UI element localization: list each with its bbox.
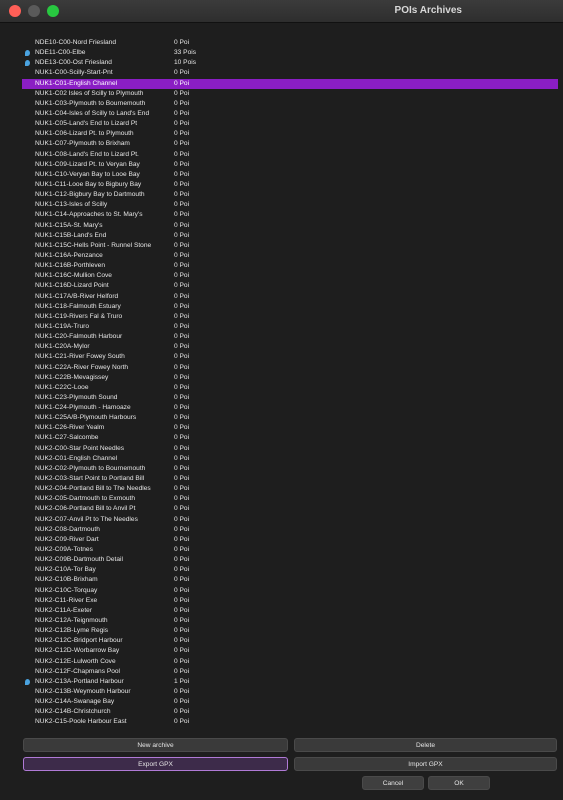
poi-count: 10 Pois	[174, 59, 196, 67]
archive-row[interactable]	[22, 494, 558, 504]
poi-count: 0 Poi	[174, 302, 190, 310]
poi-count: 0 Poi	[174, 393, 190, 401]
archive-row[interactable]	[22, 302, 558, 312]
archive-name: NUK1-C04-Isles of Scilly to Land's End	[35, 109, 150, 117]
archive-name: NUK1-C06-Lizard Pt. to Plymouth	[35, 130, 134, 138]
poi-count: 1 Poi	[174, 677, 190, 685]
archive-row[interactable]	[22, 535, 558, 545]
poi-count: 0 Poi	[174, 414, 190, 422]
archive-row[interactable]	[22, 504, 558, 514]
map-pin-icon	[25, 679, 30, 685]
archive-name: NUK2-C10A-Tor Bay	[35, 566, 96, 574]
archive-row[interactable]	[22, 322, 558, 332]
archive-name: NUK2-C08-Dartmouth	[35, 525, 100, 533]
poi-count: 0 Poi	[174, 262, 190, 270]
zoom-window-button[interactable]	[47, 5, 59, 17]
archive-row[interactable]	[22, 109, 558, 119]
poi-count: 0 Poi	[174, 566, 190, 574]
archive-name: NUK1-C15C-Hells Point - Runnel Stone	[35, 241, 152, 249]
archive-name: NUK2-C00-Star Point Needles	[35, 444, 125, 452]
new-archive-button[interactable]: New archive	[23, 738, 288, 752]
map-pin-icon	[25, 60, 30, 66]
archive-row[interactable]	[22, 565, 558, 575]
archive-row[interactable]	[22, 707, 558, 717]
archive-name: NUK2-C03-Start Point to Portland Bill	[35, 475, 145, 483]
poi-count: 0 Poi	[174, 99, 190, 107]
archive-row[interactable]	[22, 423, 558, 433]
poi-count: 0 Poi	[174, 39, 190, 46]
archive-name: NUK2-C11-River Exe	[35, 596, 98, 604]
archive-name: NUK2-C10B-Brixham	[35, 576, 98, 584]
poi-count: 0 Poi	[174, 464, 190, 472]
archive-row[interactable]	[22, 129, 558, 139]
archive-name: NUK1-C15A-St. Mary's	[35, 221, 103, 229]
archive-name: NUK1-C14-Approaches to St. Mary's	[35, 211, 143, 219]
archive-name: NUK2-C06-Portland Bill to Anvil Pt	[35, 505, 136, 513]
archive-name: NUK1-C22B-Mevagissey	[35, 373, 109, 381]
archive-name: NUK2-C09-River Dart	[35, 535, 99, 543]
poi-count: 0 Poi	[174, 708, 190, 716]
poi-count: 0 Poi	[174, 637, 190, 645]
poi-count: 0 Poi	[174, 170, 190, 178]
archive-name: NUK2-C09B-Dartmouth Detail	[35, 556, 123, 564]
poi-count: 0 Poi	[174, 667, 190, 675]
archive-row[interactable]	[22, 139, 558, 149]
archive-name: NUK1-C09-Lizard Pt. to Veryan Bay	[35, 160, 140, 168]
archive-row[interactable]	[22, 413, 558, 423]
poi-count: 0 Poi	[174, 130, 190, 138]
poi-count: 0 Poi	[174, 160, 190, 168]
archive-name: NUK1-C20A-Mylor	[35, 343, 90, 351]
archive-name: NUK1-C01-English Channel	[35, 79, 118, 87]
poi-count: 0 Poi	[174, 515, 190, 523]
poi-count: 0 Poi	[174, 69, 190, 77]
archive-row[interactable]	[22, 657, 558, 667]
poi-count: 0 Poi	[174, 292, 190, 300]
poi-count: 0 Poi	[174, 657, 190, 665]
poi-count: 0 Poi	[174, 424, 190, 432]
poi-count: 0 Poi	[174, 251, 190, 259]
archive-name: NUK1-C19-Rivers Fal & Truro	[35, 312, 123, 320]
archive-list[interactable]	[22, 38, 558, 728]
archive-row[interactable]	[22, 626, 558, 636]
poi-count: 0 Poi	[174, 576, 190, 584]
archive-row[interactable]	[22, 79, 558, 89]
archive-name: NDE11-C00-Elbe	[35, 49, 86, 57]
archive-name: NUK2-C12B-Lyme Regis	[35, 627, 109, 635]
archive-row[interactable]	[22, 271, 558, 281]
archive-row[interactable]	[22, 241, 558, 251]
archive-row[interactable]	[22, 38, 558, 48]
archive-row[interactable]	[22, 525, 558, 535]
archive-name: NUK1-C19A-Truro	[35, 322, 89, 330]
archive-row[interactable]	[22, 48, 558, 58]
archive-name: NUK1-C22C-Looe	[35, 383, 89, 391]
archive-name: NUK1-C05-Land's End to Lizard Pt	[35, 120, 138, 128]
poi-count: 0 Poi	[174, 586, 190, 594]
archive-row[interactable]	[22, 454, 558, 464]
archive-name: NUK2-C05-Dartmouth to Exmouth	[35, 495, 136, 503]
archive-row[interactable]	[22, 444, 558, 454]
archive-row[interactable]	[22, 231, 558, 241]
archive-name: NUK1-C07-Plymouth to Brixham	[35, 140, 130, 148]
archive-row[interactable]	[22, 342, 558, 352]
poi-count: 33 Pois	[174, 49, 196, 57]
poi-count: 0 Poi	[174, 120, 190, 128]
poi-count: 0 Poi	[174, 109, 190, 117]
poi-count: 0 Poi	[174, 272, 190, 280]
archive-row[interactable]	[22, 150, 558, 160]
archive-row[interactable]	[22, 292, 558, 302]
archive-row[interactable]	[22, 89, 558, 99]
archive-name: NUK1-C27-Salcombe	[35, 434, 99, 442]
window-title: POIs Archives	[394, 5, 462, 16]
archive-row[interactable]	[22, 332, 558, 342]
poi-count: 0 Poi	[174, 312, 190, 320]
archive-row[interactable]	[22, 687, 558, 697]
poi-count: 0 Poi	[174, 180, 190, 188]
poi-count: 0 Poi	[174, 140, 190, 148]
archive-row[interactable]	[22, 677, 558, 687]
archive-row[interactable]	[22, 433, 558, 443]
poi-count: 0 Poi	[174, 617, 190, 625]
poi-count: 0 Poi	[174, 241, 190, 249]
archive-row[interactable]	[22, 251, 558, 261]
archive-row[interactable]	[22, 616, 558, 626]
archive-row[interactable]	[22, 596, 558, 606]
minimize-window-button[interactable]	[28, 5, 40, 17]
archive-row[interactable]	[22, 646, 558, 656]
archive-name: NUK1-C10-Veryan Bay to Looe Bay	[35, 170, 140, 178]
archive-name: NUK2-C14A-Swanage Bay	[35, 698, 115, 706]
archive-row[interactable]	[22, 210, 558, 220]
archive-row[interactable]	[22, 68, 558, 78]
archive-name: NDE10-C00-Nord Friesland	[35, 39, 116, 46]
archive-name: NUK1-C20-Falmouth Harbour	[35, 333, 123, 341]
archive-row[interactable]	[22, 545, 558, 555]
title-bar	[0, 0, 563, 23]
poi-count: 0 Poi	[174, 444, 190, 452]
archive-name: NUK2-C12D-Worbarrow Bay	[35, 647, 120, 655]
poi-count: 0 Poi	[174, 191, 190, 199]
archive-name: NUK2-C02-Plymouth to Bournemouth	[35, 464, 146, 472]
poi-count: 0 Poi	[174, 353, 190, 361]
archive-row[interactable]	[22, 403, 558, 413]
archive-row[interactable]	[22, 575, 558, 585]
archive-name: NUK1-C12-Bigbury Bay to Dartmouth	[35, 191, 145, 199]
poi-count: 0 Poi	[174, 505, 190, 513]
ok-button[interactable]: OK	[428, 776, 490, 790]
archive-row[interactable]	[22, 373, 558, 383]
poi-count: 0 Poi	[174, 383, 190, 391]
archive-name: NUK2-C04-Portland Bill to The Needles	[35, 485, 151, 493]
archive-name: NUK1-C17A/B-River Helford	[35, 292, 119, 300]
poi-count: 0 Poi	[174, 201, 190, 209]
poi-count: 0 Poi	[174, 434, 190, 442]
archive-name: NUK1-C24-Plymouth - Hamoaze	[35, 404, 131, 412]
archive-name: NUK1-C16A-Penzance	[35, 251, 103, 259]
archive-row[interactable]	[22, 717, 558, 727]
archive-name: NUK2-C13A-Portland Harbour	[35, 677, 124, 685]
close-window-button[interactable]	[9, 5, 21, 17]
archive-row[interactable]	[22, 464, 558, 474]
archive-name: NUK1-C16B-Porthleven	[35, 262, 105, 270]
poi-count: 0 Poi	[174, 718, 190, 726]
archive-name: NUK1-C26-River Yealm	[35, 424, 105, 432]
map-pin-icon	[25, 50, 30, 56]
archive-name: NUK1-C03-Plymouth to Bournemouth	[35, 99, 146, 107]
poi-count: 0 Poi	[174, 454, 190, 462]
poi-count: 0 Poi	[174, 363, 190, 371]
archive-name: NDE13-C00-Ost Friesland	[35, 59, 112, 67]
poi-count: 0 Poi	[174, 647, 190, 655]
archive-name: NUK1-C13-Isles of Scilly	[35, 201, 108, 209]
poi-count: 0 Poi	[174, 475, 190, 483]
poi-count: 0 Poi	[174, 546, 190, 554]
archive-name: NUK1-C16C-Mullion Cove	[35, 272, 112, 280]
archive-name: NUK1-C25A/B-Plymouth Harbours	[35, 414, 137, 422]
poi-count: 0 Poi	[174, 79, 190, 87]
archive-name: NUK1-C00-Scilly-Start-Pnt	[35, 69, 113, 77]
archive-name: NUK2-C11A-Exeter	[35, 606, 93, 614]
archive-name: NUK2-C12F-Chapmans Pool	[35, 667, 121, 675]
archive-row[interactable]	[22, 555, 558, 565]
archive-row[interactable]	[22, 190, 558, 200]
poi-count: 0 Poi	[174, 525, 190, 533]
archive-row[interactable]	[22, 119, 558, 129]
archive-row[interactable]	[22, 363, 558, 373]
poi-count: 0 Poi	[174, 150, 190, 158]
archive-name: NUK1-C18-Falmouth Estuary	[35, 302, 121, 310]
poi-count: 0 Poi	[174, 627, 190, 635]
archive-name: NUK1-C16D-Lizard Point	[35, 282, 109, 290]
cancel-button[interactable]: Cancel	[362, 776, 424, 790]
archive-name: NUK1-C21-River Fowey South	[35, 353, 125, 361]
import-gpx-button[interactable]: Import GPX	[294, 757, 557, 771]
archive-name: NUK1-C08-Land's End to Lizard Pt.	[35, 150, 139, 158]
archive-row[interactable]	[22, 484, 558, 494]
archive-name: NUK1-C11-Looe Bay to Bigbury Bay	[35, 180, 142, 188]
archive-name: NUK2-C15-Poole Harbour East	[35, 718, 127, 726]
archive-name: NUK2-C12C-Bridport Harbour	[35, 637, 123, 645]
archive-name: NUK1-C15B-Land's End	[35, 231, 107, 239]
archive-name: NUK2-C01-English Channel	[35, 454, 118, 462]
poi-count: 0 Poi	[174, 495, 190, 503]
poi-count: 0 Poi	[174, 322, 190, 330]
archive-row[interactable]	[22, 515, 558, 525]
poi-count: 0 Poi	[174, 221, 190, 229]
poi-count: 0 Poi	[174, 698, 190, 706]
archive-row[interactable]	[22, 200, 558, 210]
archive-row[interactable]	[22, 474, 558, 484]
poi-count: 0 Poi	[174, 282, 190, 290]
poi-count: 0 Poi	[174, 688, 190, 695]
poi-count: 0 Poi	[174, 596, 190, 604]
archive-row[interactable]	[22, 636, 558, 646]
archive-name: NUK2-C12E-Lulworth Cove	[35, 657, 116, 665]
archive-name: NUK1-C22A-River Fowey North	[35, 363, 129, 371]
archive-row[interactable]	[22, 170, 558, 180]
archive-row[interactable]	[22, 281, 558, 291]
poi-count: 0 Poi	[174, 606, 190, 614]
archive-name: NUK2-C13B-Weymouth Harbour	[35, 688, 131, 695]
archive-row[interactable]	[22, 312, 558, 322]
poi-count: 0 Poi	[174, 373, 190, 381]
archive-row[interactable]	[22, 667, 558, 677]
archive-row[interactable]	[22, 180, 558, 190]
archive-name: NUK2-C09A-Totnes	[35, 546, 93, 554]
archive-row[interactable]	[22, 606, 558, 616]
archive-name: NUK1-C23-Plymouth Sound	[35, 393, 118, 401]
poi-count: 0 Poi	[174, 343, 190, 351]
poi-count: 0 Poi	[174, 333, 190, 341]
archive-row[interactable]	[22, 586, 558, 596]
poi-count: 0 Poi	[174, 231, 190, 239]
archive-name: NUK2-C14B-Christchurch	[35, 708, 111, 716]
poi-count: 0 Poi	[174, 89, 190, 97]
poi-count: 0 Poi	[174, 485, 190, 493]
poi-count: 0 Poi	[174, 556, 190, 564]
archive-row[interactable]	[22, 697, 558, 707]
archive-row[interactable]	[22, 160, 558, 170]
archive-row[interactable]	[22, 261, 558, 271]
archive-row[interactable]	[22, 99, 558, 109]
poi-count: 0 Poi	[174, 535, 190, 543]
poi-count: 0 Poi	[174, 211, 190, 219]
archive-row[interactable]	[22, 221, 558, 231]
archive-name: NUK2-C10C-Torquay	[35, 586, 98, 594]
export-gpx-button[interactable]: Export GPX	[23, 757, 288, 771]
archive-row[interactable]	[22, 352, 558, 362]
archive-row[interactable]	[22, 393, 558, 403]
poi-count: 0 Poi	[174, 404, 190, 412]
archive-row[interactable]	[22, 383, 558, 393]
delete-button[interactable]: Delete	[294, 738, 557, 752]
archive-name: NUK2-C07-Anvil Pt to The Needles	[35, 515, 138, 523]
archive-row[interactable]	[22, 58, 558, 68]
archive-name: NUK2-C12A-Teignmouth	[35, 617, 108, 625]
archive-name: NUK1-C02 Isles of Scilly to Plymouth	[35, 89, 144, 97]
